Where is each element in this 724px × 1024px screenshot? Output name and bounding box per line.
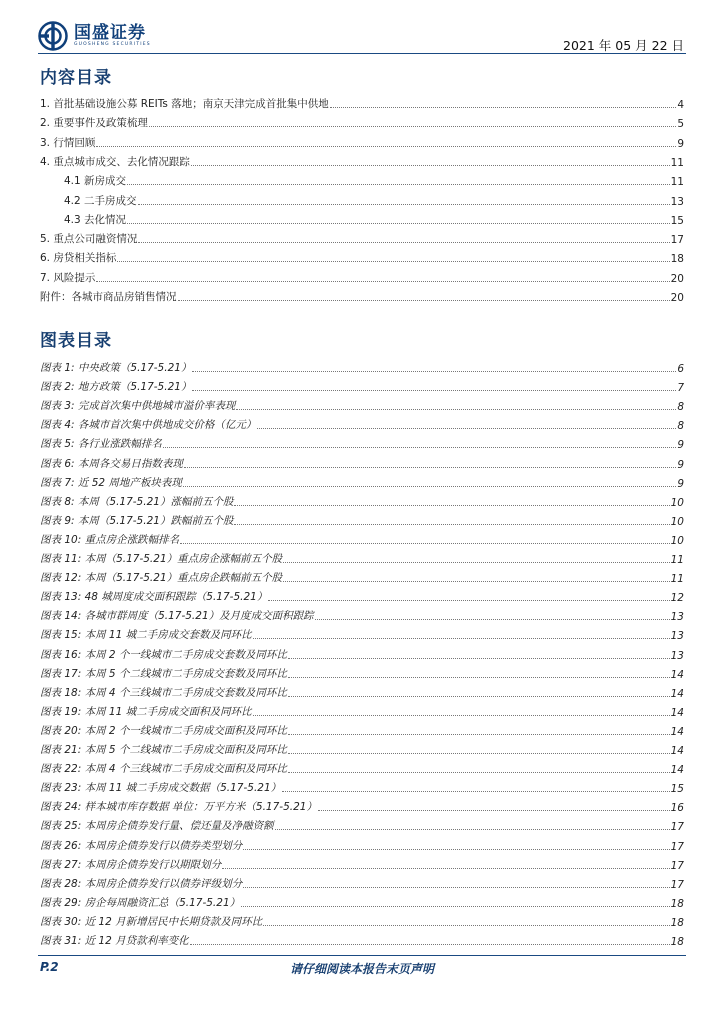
figure-entry[interactable] [40,741,684,757]
dot-leader [180,543,670,544]
entry-page-number: 12 [670,592,684,605]
entry-label: 图表 20: 本周 2 个一线城市二手房成交面积及同环比 [40,724,287,737]
brand-name-cn: 国盛证券 [74,23,146,43]
entry-page-number: 18 [670,253,684,266]
dot-leader [234,505,669,506]
brand-name-en: GUOSHENG SECURITIES [74,42,151,47]
dot-leader [178,300,670,301]
dot-leader [288,696,670,697]
page-header [0,0,724,56]
figure-entry[interactable] [40,569,684,585]
figure-entry[interactable] [40,474,684,490]
entry-label: 图表 5: 各行业涨跌幅排名 [40,438,162,451]
entry-label: 4.1 新房成交 [64,175,127,188]
toc-entry[interactable] [64,211,684,227]
header-divider [38,53,686,54]
figure-entry[interactable] [40,932,684,948]
entry-page-number: 17 [670,840,684,853]
entry-label: 图表 10: 重点房企涨跌幅排名 [40,533,180,546]
entry-label: 图表 14: 各城市群周度（5.17-5.21）及月度成交面积跟踪 [40,610,314,623]
entry-label: 图表 7: 近 52 周地产板块表现 [40,476,182,489]
entry-page-number: 11 [670,554,684,566]
entry-page-number: 11 [670,176,684,189]
dot-leader [241,906,670,907]
entry-page-number: 6 [677,363,684,375]
guosheng-logo-icon [38,21,68,51]
entry-label: 图表 31: 近 12 月贷款利率变化 [40,935,189,947]
figure-entry[interactable] [40,760,684,776]
figure-entry[interactable] [40,913,684,929]
figure-entry[interactable] [40,703,684,719]
figure-entry[interactable] [40,455,684,471]
dot-leader [127,184,670,185]
entry-label: 图表 1: 中央政策（5.17-5.21） [40,362,192,374]
dot-leader [149,126,676,127]
toc-entry[interactable] [40,153,684,169]
dot-leader [138,242,669,243]
toc-entry[interactable] [40,114,684,130]
entry-label: 图表 16: 本周 2 个一线城市二手房成交套数及同环比 [40,648,287,661]
dot-leader [190,944,670,945]
dot-leader [288,753,670,754]
entry-label: 图表 15: 本周 11 城二手房成交套数及同环比 [40,629,252,642]
dot-leader [184,467,676,468]
entry-label: 图表 2: 地方政策（5.17-5.21） [40,381,192,394]
entry-label: 图表 21: 本周 5 个二线城市二手房成交面积及同环比 [40,744,287,756]
entry-page-number: 18 [670,916,684,929]
entry-page-number: 14 [670,687,684,700]
dot-leader [234,524,669,525]
figure-entry[interactable] [40,722,684,738]
entry-label: 4.3 去化情况 [64,213,127,226]
figure-entry[interactable] [40,493,684,509]
entry-page-number: 20 [670,292,684,304]
figure-entry[interactable] [40,550,684,566]
entry-label: 7. 风险提示 [40,271,96,284]
entry-label: 图表 18: 本周 4 个三线城市二手房成交套数及同环比 [40,686,287,699]
figure-entry[interactable] [40,416,684,432]
entry-label: 图表 13: 48 城周度成交面积跟踪（5.17-5.21） [40,591,268,604]
entry-label: 图表 6: 本周各交易日指数表现 [40,457,183,470]
toc-entry[interactable] [40,269,684,285]
dot-leader [288,677,670,678]
entry-page-number: 7 [677,382,684,395]
entry-page-number: 4 [677,99,684,111]
figure-entry[interactable] [40,684,684,700]
figure-entry[interactable] [40,626,684,642]
dot-leader [243,849,670,850]
entry-page-number: 15 [670,783,684,796]
toc-entry[interactable] [40,134,684,150]
figure-entry[interactable] [40,359,684,375]
toc-entry[interactable] [40,249,684,265]
dot-leader [192,371,676,372]
figure-entry[interactable] [40,588,684,604]
disclaimer-note: 请仔细阅读本报告末页声明 [289,962,434,976]
entry-label: 3. 行情回顾 [40,136,96,149]
dot-leader [275,829,670,830]
figure-entry[interactable] [40,378,684,394]
toc-entry[interactable] [64,172,684,188]
entry-page-number: 10 [670,515,684,528]
figure-entry[interactable] [40,531,684,547]
entry-label: 图表 29: 房企每周融资汇总（5.17-5.21） [40,896,241,909]
brand-logo [38,22,151,50]
entry-label: 2. 重要事件及政策梳理 [40,117,148,130]
entry-page-number: 8 [677,401,684,414]
entry-page-number: 18 [670,897,684,910]
figure-entry[interactable] [40,665,684,681]
figure-entry[interactable] [40,856,684,872]
entry-label: 图表 28: 本周房企债券发行以债券评级划分 [40,877,243,890]
entry-page-number: 14 [670,668,684,681]
toc-entry[interactable] [40,288,684,304]
figure-entry[interactable] [40,397,684,413]
figure-entry[interactable] [40,512,684,528]
dot-leader [257,428,676,429]
dot-leader [283,562,670,563]
entry-page-number: 15 [670,214,684,227]
entry-page-number: 13 [670,649,684,662]
figure-entry[interactable] [40,646,684,662]
entry-page-number: 14 [670,706,684,719]
dot-leader [253,638,670,639]
dot-leader [268,600,669,601]
dot-leader [253,715,670,716]
footer-divider [38,955,686,956]
entry-label: 图表 12: 本周（5.17-5.21）重点房企跌幅前五个股 [40,572,283,585]
entry-page-number: 13 [670,630,684,643]
entry-page-number: 10 [670,496,684,509]
entry-label: 图表 30: 近 12 月新增居民中长期贷款及同环比 [40,915,263,928]
entry-page-number: 10 [670,534,684,547]
entry-label: 图表 27: 本周房企债券发行以期限划分 [40,858,222,871]
entry-label: 图表 8: 本周（5.17-5.21）涨幅前五个股 [40,495,234,508]
report-date: 2021 年 05 月 22 日 [563,38,684,53]
dot-leader [318,810,670,811]
dot-leader [222,868,670,869]
figure-entry[interactable] [40,435,684,451]
dot-leader [127,223,670,224]
entry-label: 图表 25: 本周房企债券发行量、偿还量及净融资额 [40,820,274,833]
dot-leader [117,261,669,262]
dot-leader [288,734,670,735]
dot-leader [330,107,677,108]
dot-leader [163,447,676,448]
dot-leader [236,409,676,410]
figure-entry[interactable] [40,817,684,833]
dot-leader [282,791,669,792]
entry-page-number: 20 [670,272,684,285]
entry-label: 6. 房贷相关指标 [40,252,117,265]
entry-label: 图表 11: 本周（5.17-5.21）重点房企涨幅前五个股 [40,553,283,565]
entry-label: 4.2 二手房成交 [64,194,137,207]
entry-page-number: 9 [677,137,684,150]
dot-leader [288,658,670,659]
dot-leader [263,925,670,926]
entry-label: 附件：各城市商品房销售情况 [40,291,177,303]
entry-page-number: 11 [670,156,684,169]
entry-label: 5. 重点公司融资情况 [40,233,138,246]
figures-title: 图表目录 [40,331,112,351]
figure-entry[interactable] [40,607,684,623]
dot-leader [96,146,676,147]
page-number: P.2 [40,960,59,974]
contents-title: 内容目录 [40,68,112,88]
entry-page-number: 9 [677,458,684,471]
entry-label: 图表 19: 本周 11 城二手房成交面积及同环比 [40,705,252,718]
entry-page-number: 17 [670,859,684,872]
entry-label: 图表 23: 本周 11 城二手房成交数据（5.17-5.21） [40,782,282,795]
entry-page-number: 11 [670,573,684,586]
dot-leader [192,390,676,391]
entry-page-number: 17 [670,821,684,834]
entry-page-number: 9 [677,439,684,452]
dot-leader [138,204,670,205]
entry-page-number: 14 [670,725,684,738]
entry-page-number: 17 [670,878,684,891]
entry-page-number: 17 [670,234,684,247]
dot-leader [183,486,676,487]
entry-page-number: 9 [677,477,684,490]
dot-leader [315,619,670,620]
entry-page-number: 14 [670,745,684,757]
entry-label: 图表 17: 本周 5 个二线城市二手房成交套数及同环比 [40,667,287,680]
entry-label: 1. 首批基础设施公募 REITs 落地；南京天津完成首批集中供地 [40,98,329,110]
entry-label: 4. 重点城市成交、去化情况跟踪 [40,155,190,168]
toc-entry[interactable] [64,192,684,208]
entry-label: 图表 26: 本周房企债券发行以债券类型划分 [40,839,243,852]
dot-leader [96,281,669,282]
figure-entry[interactable] [40,779,684,795]
entry-page-number: 13 [670,611,684,624]
toc-entry[interactable] [40,230,684,246]
figure-entry[interactable] [40,798,684,814]
entry-page-number: 18 [670,936,684,948]
entry-page-number: 14 [670,764,684,777]
entry-page-number: 8 [677,420,684,433]
entry-label: 图表 4: 各城市首次集中供地成交价格（亿元） [40,419,257,432]
figure-entry[interactable] [40,875,684,891]
entry-page-number: 16 [670,802,684,815]
entry-label: 图表 9: 本周（5.17-5.21）跌幅前五个股 [40,514,234,527]
entry-label: 图表 24: 样本城市库存数据 单位：万平方米（5.17-5.21） [40,801,317,814]
figure-entry[interactable] [40,894,684,910]
entry-label: 图表 22: 本周 4 个三线城市二手房成交面积及同环比 [40,763,287,776]
dot-leader [288,772,670,773]
toc-entry[interactable] [40,95,684,111]
dot-leader [191,165,670,166]
entry-page-number: 5 [677,118,684,131]
figure-entry[interactable] [40,837,684,853]
entry-label: 图表 3: 完成首次集中供地城市溢价率表现 [40,400,236,413]
entry-page-number: 13 [670,195,684,208]
dot-leader [243,887,670,888]
dot-leader [283,581,670,582]
